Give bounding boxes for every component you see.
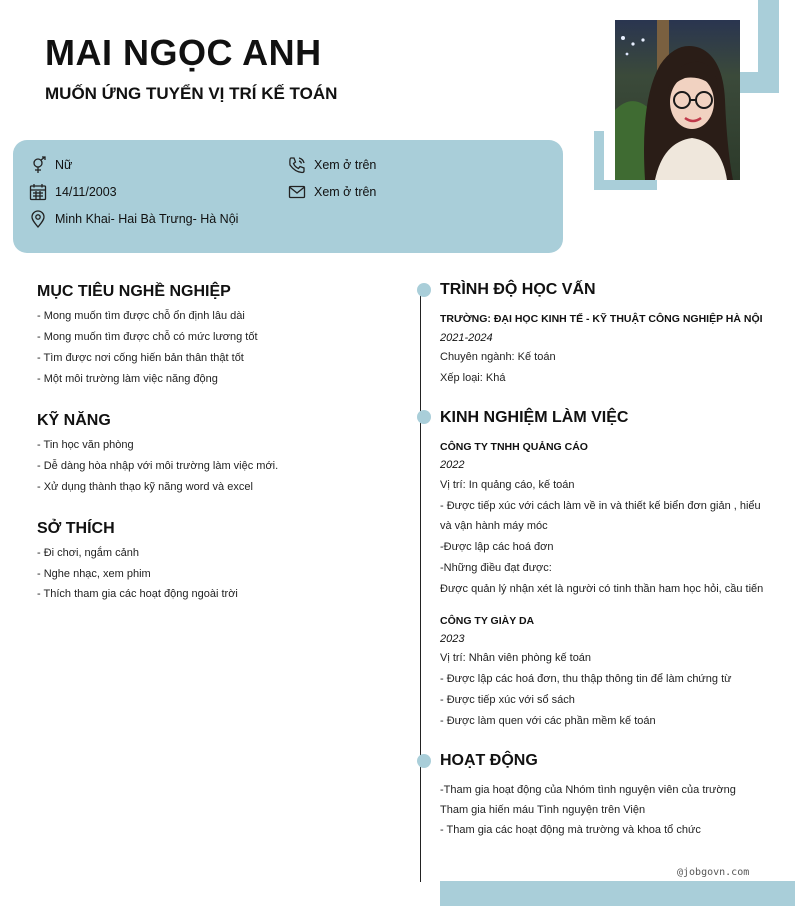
job-line: -Được lập các hoá đơn xyxy=(440,541,554,553)
hobby-item: - Nghe nhạc, xem phim xyxy=(37,568,151,580)
phone-icon xyxy=(288,156,306,174)
bottom-decoration-bar xyxy=(440,881,795,906)
gender-icon xyxy=(29,156,47,174)
skills-title: KỸ NĂNG xyxy=(37,412,111,429)
skill-item: - Xử dụng thành thạo kỹ năng word và excel xyxy=(37,481,253,493)
phone-value: Xem ở trên xyxy=(314,158,377,172)
job-year: 2022 xyxy=(440,459,465,471)
activity-item: Tham gia hiến máu Tình nguyện trên Viện xyxy=(440,804,646,816)
company-name: CÔNG TY GIÀY DA xyxy=(440,615,535,627)
email-value: Xem ở trên xyxy=(314,185,377,199)
timeline-dot xyxy=(417,754,431,768)
birthdate-row xyxy=(29,183,117,201)
address-value: Minh Khai- Hai Bà Trưng- Hà Nội xyxy=(55,212,239,226)
job-line: -Những điều đạt được: xyxy=(440,562,552,574)
objective-item: - Tìm được nơi cống hiến bản thân thật tốt xyxy=(37,352,244,364)
contact-info-box xyxy=(13,140,563,253)
education-rank: Xếp loại: Khá xyxy=(440,372,506,384)
skill-item: - Dễ dàng hòa nhập với môi trường làm việc mới. xyxy=(37,460,279,472)
hobbies-title: SỞ THÍCH xyxy=(37,520,115,537)
hobby-item: - Thích tham gia các hoạt động ngoài trời xyxy=(37,588,238,600)
calendar-icon xyxy=(29,183,47,201)
job-year: 2023 xyxy=(440,633,465,645)
objective-item: - Một môi trường làm việc năng động xyxy=(37,373,218,385)
desired-position: MUỐN ỨNG TUYỂN VỊ TRÍ KẾ TOÁN xyxy=(45,84,338,103)
location-pin-icon xyxy=(29,210,47,228)
job-line: và vận hành máy móc xyxy=(440,520,548,532)
education-major: Chuyên ngành: Kế toán xyxy=(440,351,556,363)
gender-value: Nữ xyxy=(55,158,73,172)
education-years: 2021-2024 xyxy=(440,332,493,344)
phone-row xyxy=(288,156,376,174)
skill-item: - Tin học văn phòng xyxy=(37,439,134,451)
job-line: - Được lập các hoá đơn, thu thập thông tin để làm chứng từ xyxy=(440,673,732,685)
profile-photo xyxy=(615,20,740,180)
job-line: Được quản lý nhận xét là người có tinh thần ham học hỏi, cầu tiến xyxy=(440,583,764,595)
job-line: - Được tiếp xúc với sổ sách xyxy=(440,694,575,706)
candidate-name: MAI NGỌC ANH xyxy=(45,32,322,73)
activity-item: - Tham gia các hoạt động mà trường và khoa tổ chức xyxy=(440,824,701,836)
experience-title: KINH NGHIỆM LÀM VIỆC xyxy=(440,409,629,426)
objective-title: MỤC TIÊU NGHỀ NGHIỆP xyxy=(37,283,231,300)
timeline-dot xyxy=(417,410,431,424)
email-row xyxy=(288,183,376,201)
timeline-dot xyxy=(417,283,431,297)
school-name: TRƯỜNG: ĐẠI HỌC KINH TẾ - KỸ THUẬT CÔNG NGHIỆP HÀ NỘI xyxy=(440,313,763,325)
watermark: @jobgovn.com xyxy=(677,867,750,878)
job-line: Vị trí: In quảng cáo, kế toán xyxy=(440,479,575,491)
birthdate-value: 14/11/2003 xyxy=(55,185,117,199)
company-name: CÔNG TY TNHH QUẢNG CÁO xyxy=(440,441,588,453)
education-title: TRÌNH ĐỘ HỌC VẤN xyxy=(440,281,596,298)
gender-row xyxy=(29,156,72,174)
hobby-item: - Đi chơi, ngắm cảnh xyxy=(37,547,139,559)
objective-item: - Mong muốn tìm được chỗ ổn định lâu dài xyxy=(37,310,245,322)
activities-title: HOẠT ĐỘNG xyxy=(440,752,538,769)
activity-item: -Tham gia hoạt động của Nhóm tình nguyện viên của trường xyxy=(440,784,736,796)
job-line: Vị trí: Nhân viên phòng kế toán xyxy=(440,652,592,664)
timeline-line xyxy=(420,290,421,882)
address-row xyxy=(29,210,238,228)
job-line: - Được tiếp xúc với cách làm về in và thiết kế biển đơn giản , hiểu xyxy=(440,500,761,512)
job-line: - Được làm quen với các phần mềm kế toán xyxy=(440,715,656,727)
objective-item: - Mong muốn tìm được chỗ có mức lương tốt xyxy=(37,331,258,343)
mail-icon xyxy=(288,183,306,201)
